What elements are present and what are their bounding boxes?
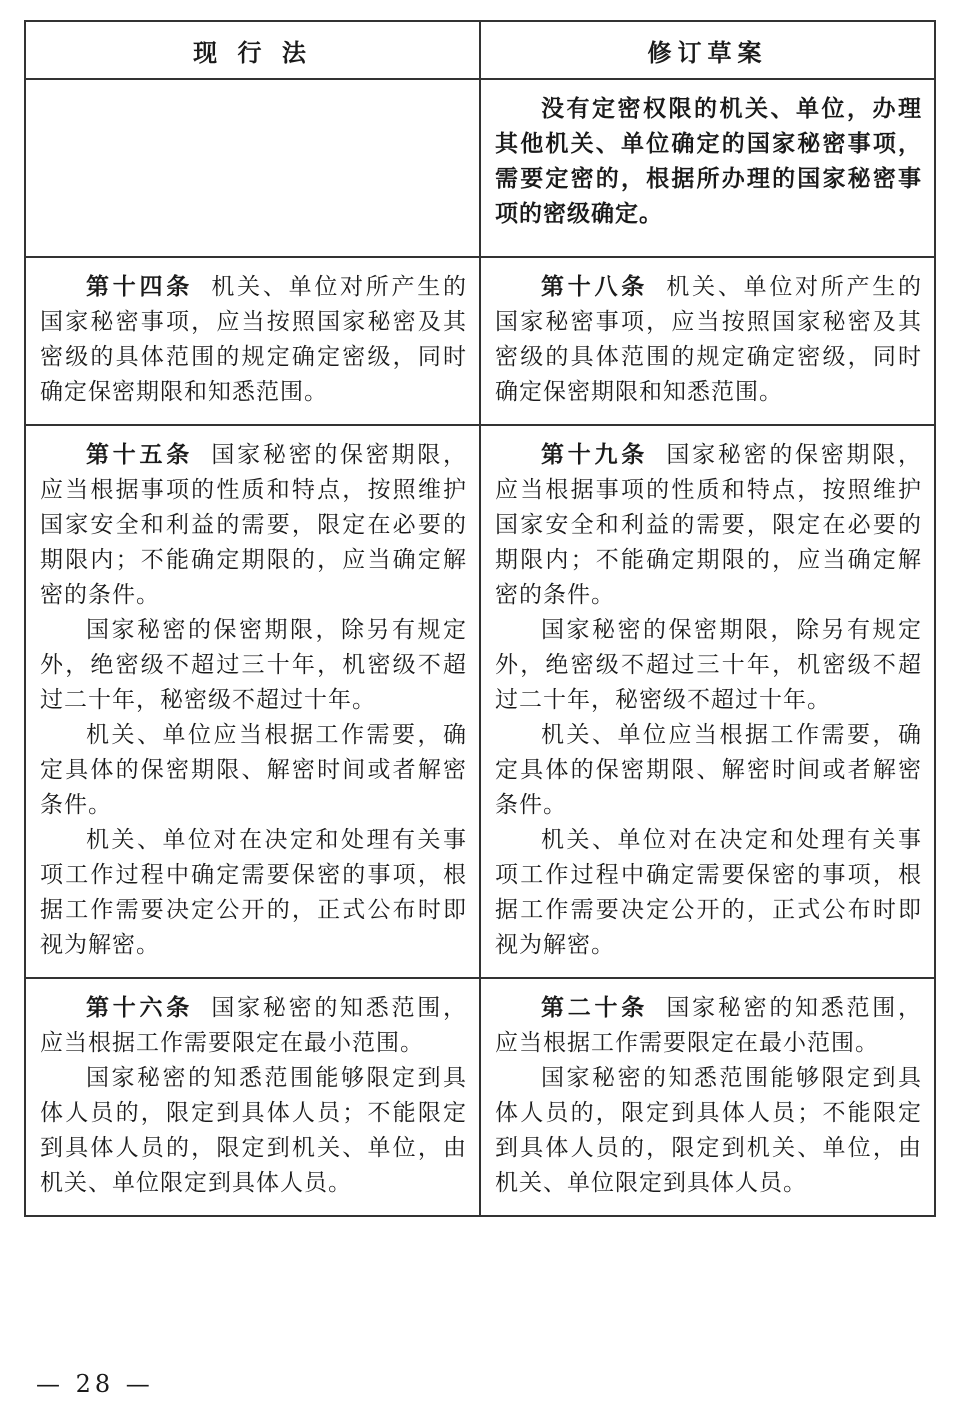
paragraph (40, 270, 467, 410)
paragraph: 国家秘密的保密期限，除另有规定外，绝密级不超过三十年，机密级不超过二十年，秘密级不超过十年。 (495, 617, 922, 713)
paragraph-text: 国家秘密的保密期限，应当根据事项的性质和特点，按照维护国家安全和利益的需要，限定在必要的期限内；不能确定期限的，应当确定解密的条件。 (495, 442, 923, 608)
paragraph (40, 438, 467, 613)
paragraph-text: 国家秘密的保密期限，应当根据事项的性质和特点，按照维护国家安全和利益的需要，限定在必要的期限内；不能确定期限的，应当确定解密的条件。 (40, 442, 468, 608)
paragraph (40, 991, 467, 1061)
paragraph: 机关、单位对在决定和处理有关事项工作过程中确定需要保密的事项，根据工作需要决定公开的，正式公布时即视为解密。 (40, 827, 467, 958)
article-number: 第十四条 (86, 274, 193, 300)
paragraph-text: 机关、单位对所产生的国家秘密事项，应当按照国家秘密及其密级的具体范围的规定确定密级，同时确定保密期限和知悉范围。 (495, 274, 923, 405)
left-cell-empty (25, 79, 480, 257)
paragraph: 国家秘密的保密期限，除另有规定外，绝密级不超过三十年，机密级不超过二十年，秘密级不超过十年。 (40, 617, 467, 713)
left-cell (25, 257, 480, 425)
header-revised-draft: 修订草案 (480, 21, 935, 79)
paragraph: 国家秘密的知悉范围能够限定到具体人员的，限定到具体人员；不能限定到具体人员的，限定到机关、单位，由机关、单位限定到具体人员。 (40, 1065, 467, 1196)
paragraph: 机关、单位应当根据工作需要，确定具体的保密期限、解密时间或者解密条件。 (495, 722, 922, 818)
header-current-law: 现 行 法 (25, 21, 480, 79)
article-number: 第十六条 (86, 995, 193, 1021)
paragraph (495, 991, 922, 1061)
table-row (25, 978, 935, 1216)
paragraph (495, 270, 922, 410)
left-cell (25, 978, 480, 1216)
paragraph: 国家秘密的知悉范围能够限定到具体人员的，限定到具体人员；不能限定到具体人员的，限定到机关、单位，由机关、单位限定到具体人员。 (495, 1065, 922, 1196)
right-cell (480, 425, 935, 978)
paragraph: 没有定密权限的机关、单位，办理其他机关、单位确定的国家秘密事项，需要定密的，根据所办理的国家秘密事项的密级确定。 (495, 96, 922, 227)
paragraph (495, 438, 922, 613)
article-number: 第二十条 (541, 995, 648, 1021)
header-row (25, 21, 935, 79)
comparison-table (24, 20, 936, 1217)
right-cell (480, 978, 935, 1216)
article-number: 第十八条 (541, 274, 648, 300)
paragraph: 机关、单位对在决定和处理有关事项工作过程中确定需要保密的事项，根据工作需要决定公开的，正式公布时即视为解密。 (495, 827, 922, 958)
right-cell (480, 257, 935, 425)
table-row (25, 425, 935, 978)
article-number: 第十九条 (541, 442, 648, 468)
paragraph-text: 国家秘密的知悉范围，应当根据工作需要限定在最小范围。 (495, 995, 923, 1056)
table-row (25, 257, 935, 425)
paragraph-text: 机关、单位对所产生的国家秘密事项，应当按照国家秘密及其密级的具体范围的规定确定密级，同时确定保密期限和知悉范围。 (40, 274, 468, 405)
paragraph-text: 国家秘密的知悉范围，应当根据工作需要限定在最小范围。 (40, 995, 468, 1056)
left-cell (25, 425, 480, 978)
right-cell (480, 79, 935, 257)
table-row (25, 79, 935, 257)
paragraph: 机关、单位应当根据工作需要，确定具体的保密期限、解密时间或者解密条件。 (40, 722, 467, 818)
article-number: 第十五条 (86, 442, 193, 468)
page-number: — 28 — (36, 1370, 154, 1398)
